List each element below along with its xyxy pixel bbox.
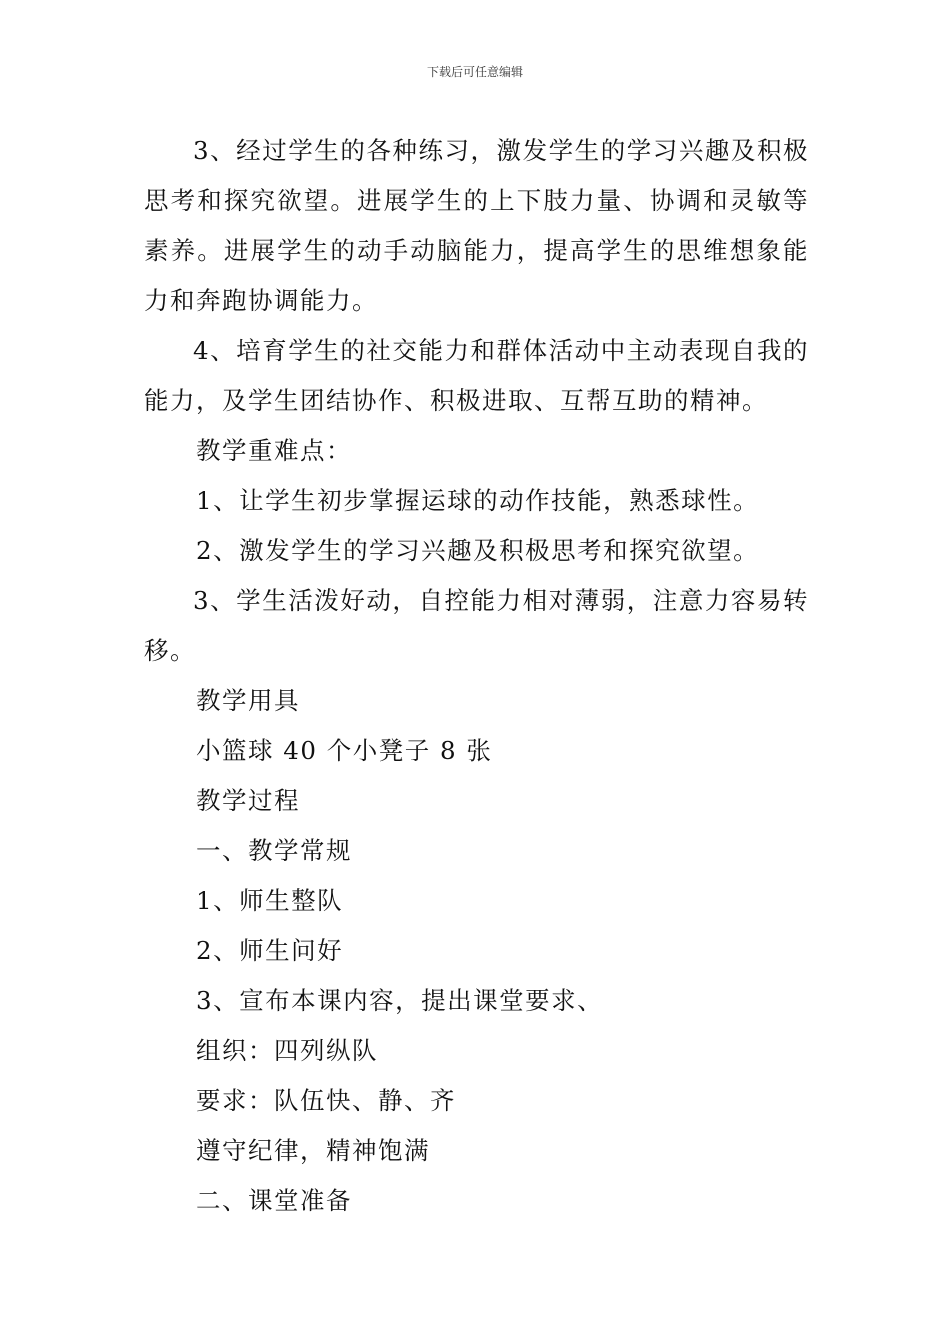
equipment-list: 小篮球 40 个小凳子 8 张 (196, 736, 493, 765)
process-heading: 教学过程 (196, 786, 300, 815)
key-points-heading: 教学重难点： (196, 436, 352, 465)
routine-item-1: 1、师生整队 (196, 886, 344, 915)
objective-paragraph-4: 4、培育学生的社交能力和群体活动中主动表现自我的能力，及学生团结协作、积极进取、互帮互助的精神。 (144, 336, 809, 415)
requirement-line: 要求：队伍快、静、齐 (196, 1086, 456, 1115)
section-two-heading: 二、课堂准备 (196, 1186, 352, 1215)
key-point-1: 1、让学生初步掌握运球的动作技能，熟悉球性。 (196, 486, 760, 515)
discipline-line: 遵守纪律，精神饱满 (196, 1136, 430, 1165)
objective-paragraph-3: 3、经过学生的各种练习，激发学生的学习兴趣及积极思考和探究欲望。进展学生的上下肢力量、协调和灵敏等素养。进展学生的动手动脑能力，提高学生的思维想象能力和奔跑协调能力。 (144, 136, 809, 315)
routine-item-3: 3、宣布本课内容，提出课堂要求、 (196, 986, 604, 1015)
page-header-note: 下载后可任意编辑 (426, 65, 523, 79)
equipment-heading: 教学用具 (196, 686, 300, 715)
section-one-heading: 一、教学常规 (196, 836, 352, 865)
key-point-2: 2、激发学生的学习兴趣及积极思考和探究欲望。 (196, 536, 760, 565)
document-body (144, 126, 809, 1226)
routine-item-2: 2、师生问好 (196, 936, 344, 965)
organization-line: 组织：四列纵队 (196, 1036, 378, 1065)
key-point-3: 3、学生活泼好动，自控能力相对薄弱，注意力容易转移。 (144, 586, 809, 665)
